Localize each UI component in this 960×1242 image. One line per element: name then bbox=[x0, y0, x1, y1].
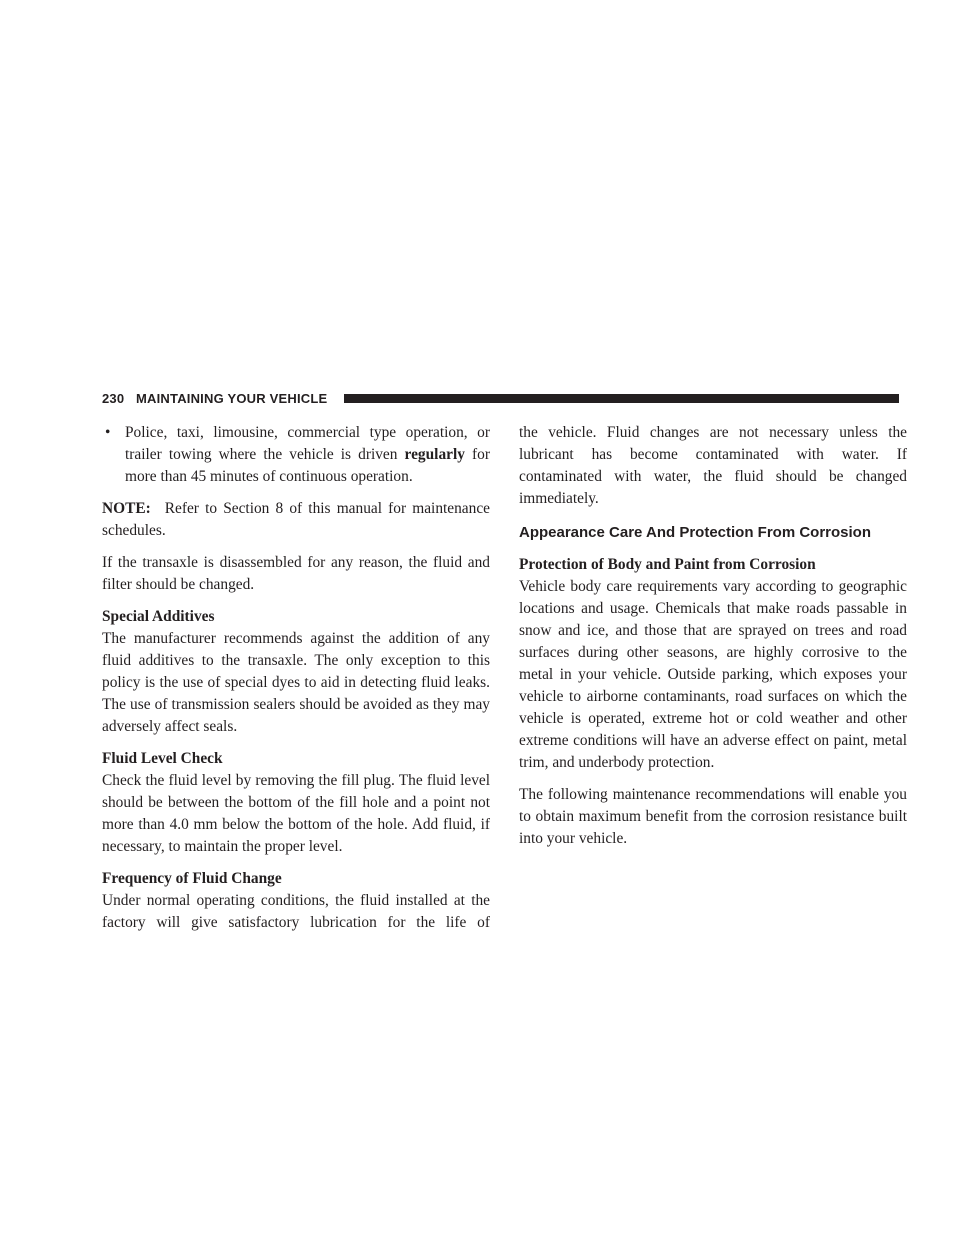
bullet-item bbox=[102, 422, 490, 488]
right-column bbox=[519, 422, 907, 860]
protection-section bbox=[519, 554, 907, 774]
page-header bbox=[102, 390, 899, 408]
protection-heading: Protection of Body and Paint from Corrosion bbox=[519, 556, 816, 573]
bullet-icon: • bbox=[105, 424, 111, 441]
special-additives-text: The manufacturer recommends against the addition of any fluid additives to the transaxle. The only exception to this policy is the use of special dyes to aid in detecting fluid leaks. The use of transmission sealers should be avoided as they may adversely affect seals. bbox=[102, 630, 490, 735]
note-text: Refer to Section 8 of this manual for maintenance schedules. bbox=[102, 500, 490, 539]
appearance-care-heading: Appearance Care And Protection From Corrosion bbox=[519, 524, 872, 541]
note-label: NOTE: bbox=[102, 500, 151, 517]
note-paragraph bbox=[102, 498, 490, 542]
frequency-heading: Frequency of Fluid Change bbox=[102, 870, 282, 887]
transaxle-paragraph: If the transaxle is disassembled for any reason, the fluid and filter should be changed. bbox=[102, 554, 490, 593]
page-number: 230 bbox=[102, 391, 125, 406]
continuation-paragraph: the vehicle. Fluid changes are not necessary unless the lubricant has become contaminated with water. If contaminated with water, the fluid should be changed immediately. bbox=[519, 424, 907, 507]
section-title: MAINTAINING YOUR VEHICLE bbox=[136, 391, 328, 406]
bullet-text-start: Police, taxi, limousine, commercial type operation, or trailer towing where the vehicle is driven bbox=[125, 424, 490, 463]
recommendations-paragraph: The following maintenance recommendations will enable you to obtain maximum benefit from the corrosion resistance built into your vehicle. bbox=[519, 786, 907, 847]
frequency-text: Under normal operating conditions, the fluid installed at the factory will give satisfactory lubrication for the life of bbox=[102, 892, 490, 931]
fluid-level-section bbox=[102, 748, 490, 858]
header-rule bbox=[344, 394, 899, 403]
fluid-level-heading: Fluid Level Check bbox=[102, 750, 223, 767]
left-column bbox=[102, 422, 490, 944]
fluid-level-text: Check the fluid level by removing the fill plug. The fluid level should be between the bottom of the fill hole and a point not more than 4.0 mm below the bottom of the hole. Add fluid, if necessary, to maintain the proper level. bbox=[102, 772, 490, 855]
special-additives-heading: Special Additives bbox=[102, 608, 215, 625]
bullet-bold-word: regularly bbox=[404, 446, 465, 463]
bullet-text-end: for more than 45 minutes of continuous operation. bbox=[125, 446, 490, 485]
special-additives-section bbox=[102, 606, 490, 738]
frequency-section bbox=[102, 868, 490, 934]
protection-text: Vehicle body care requirements vary according to geographic locations and usage. Chemicals that make roads passable in snow and ice, and those that are sprayed on trees and road surfaces during other seasons, are highly corrosive to the metal in your vehicle. Outside parking, which exposes your vehicle to airborne contaminants, road surfaces on which the vehicle is operated, extreme hot or cold weather and other extreme conditions will have an adverse effect on paint, metal trim, and underbody protection. bbox=[519, 578, 907, 771]
